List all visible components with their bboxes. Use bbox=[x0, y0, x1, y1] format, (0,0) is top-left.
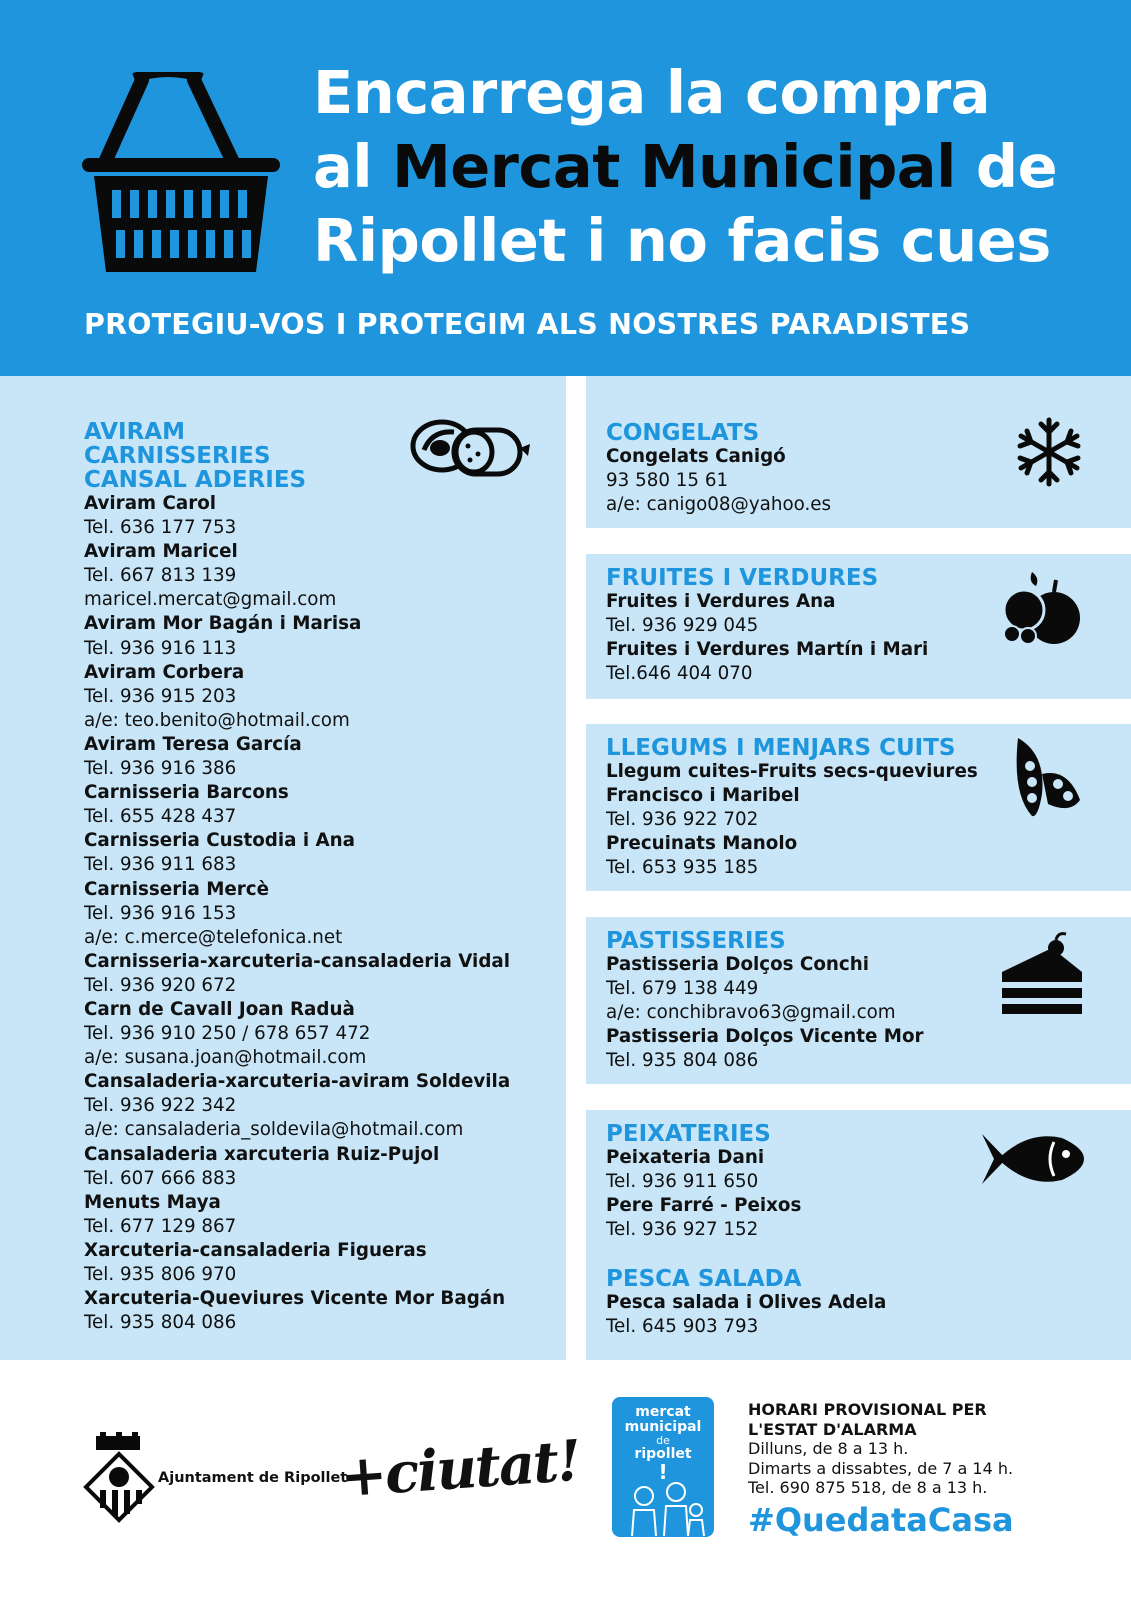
vendor-entry bbox=[84, 998, 510, 1070]
vendor-name: Cansaladeria xarcuteria Ruiz-Pujol bbox=[84, 1143, 440, 1165]
vendor-email: a/e: c.merce@telefonica.net bbox=[84, 926, 343, 948]
vendor-name: Fruites i Verdures Martín i Mari bbox=[606, 639, 929, 661]
vendor-list bbox=[606, 1146, 801, 1242]
vendor-entry bbox=[606, 832, 978, 880]
vendor-phone: Tel. 936 922 342 bbox=[84, 1095, 237, 1117]
vendor-phone: Tel. 935 806 970 bbox=[84, 1264, 237, 1285]
ciutat-logo: +ciutat! bbox=[337, 1427, 582, 1511]
vendor-phone: Tel. 936 916 153 bbox=[84, 902, 237, 924]
section-congelats bbox=[606, 421, 831, 517]
vendor-phone: Tel. 677 129 867 bbox=[84, 1215, 237, 1237]
vendor-name: Carnisseria Barcons bbox=[84, 782, 289, 804]
vendor-phone: Tel. 936 920 672 bbox=[84, 974, 237, 996]
vendor-phone: Tel. 935 804 086 bbox=[84, 1312, 237, 1334]
vendor-entry bbox=[84, 540, 510, 612]
vendor-name: Xarcuteria-cansaladeria Figueras bbox=[84, 1239, 427, 1261]
section-title: PEIXATERIES bbox=[606, 1121, 771, 1147]
section-title: FRUITES I VERDURES bbox=[606, 565, 879, 591]
vendor-email: a/e: canigo08@yahoo.es bbox=[606, 494, 832, 516]
vendor-entry bbox=[84, 1191, 510, 1239]
vendor-name: Llegum cuites-Fruits secs-queviures bbox=[606, 761, 978, 782]
schedule-block bbox=[748, 1400, 1013, 1498]
vendor-entry bbox=[606, 953, 924, 1025]
vendor-entry bbox=[606, 445, 831, 517]
mercat-logo-line: ! bbox=[658, 1460, 668, 1484]
vendor-phone: Tel. 936 910 250 / 678 657 472 bbox=[84, 1023, 371, 1045]
section-title-line: CARNISSERIES bbox=[84, 443, 271, 469]
vendor-entry bbox=[84, 661, 510, 733]
vendor-phone: Tel. 936 915 203 bbox=[84, 685, 237, 707]
vendor-entry bbox=[84, 950, 510, 998]
people-illustration-icon bbox=[620, 1482, 706, 1538]
vendor-entry bbox=[84, 492, 510, 540]
vendor-entry bbox=[84, 612, 510, 660]
vendor-phone: Tel. 936 916 386 bbox=[84, 758, 237, 780]
vendor-list bbox=[606, 590, 928, 686]
vendor-list bbox=[606, 445, 831, 517]
vendor-entry bbox=[606, 590, 928, 638]
section-title: PESCA SALADA bbox=[606, 1266, 802, 1292]
schedule-title: HORARI PROVISIONAL PER bbox=[748, 1400, 987, 1419]
vendor-entry bbox=[84, 1143, 510, 1191]
schedule-line: Tel. 690 875 518, de 8 a 13 h. bbox=[748, 1478, 988, 1497]
vendor-name: Pere Farré - Peixos bbox=[606, 1195, 802, 1217]
vendor-name: Carn de Cavall Joan Raduà bbox=[84, 998, 355, 1020]
vendor-entry bbox=[606, 760, 978, 784]
vendor-name: Aviram Teresa García bbox=[84, 733, 302, 755]
vendor-name: Xarcuteria-Queviures Vicente Mor Bagán bbox=[84, 1288, 506, 1310]
vendor-name: Congelats Canigó bbox=[606, 446, 786, 467]
fish-icon bbox=[980, 1128, 1086, 1190]
vendor-name: Pastisseria Dolços Conchi bbox=[606, 954, 870, 975]
shopping-basket-icon bbox=[82, 72, 282, 277]
section-title-line: CANSAL ADERIES bbox=[84, 467, 307, 493]
fruits-icon bbox=[996, 570, 1086, 650]
vendor-phone: Tel. 653 935 185 bbox=[606, 857, 759, 879]
vendor-phone: Tel. 936 922 702 bbox=[606, 809, 759, 831]
vendor-name: Aviram Corbera bbox=[84, 661, 245, 683]
vendor-name: Carnisseria Custodia i Ana bbox=[84, 830, 355, 852]
vendor-email: maricel.mercat@gmail.com bbox=[84, 589, 337, 611]
vendor-phone: Tel. 655 428 437 bbox=[84, 806, 237, 828]
vendor-entry bbox=[84, 829, 510, 877]
vendor-phone: Tel. 936 911 683 bbox=[84, 854, 237, 876]
vendor-entry bbox=[606, 1291, 886, 1339]
vendor-list bbox=[606, 1291, 886, 1339]
mercat-logo-line: de bbox=[656, 1434, 670, 1447]
vendor-phone: Tel. 607 666 883 bbox=[84, 1167, 237, 1189]
vendor-entry bbox=[606, 1146, 801, 1194]
vendor-entry bbox=[84, 733, 510, 781]
vendor-phone: Tel. 667 813 139 bbox=[84, 565, 237, 587]
vendor-phone: Tel. 636 177 753 bbox=[84, 517, 237, 539]
section-fruites bbox=[606, 566, 928, 686]
vendor-phone: Tel. 936 927 152 bbox=[606, 1219, 759, 1241]
section-pesca-salada bbox=[606, 1267, 886, 1339]
mercat-logo-line: ripollet bbox=[634, 1446, 692, 1462]
title-highlight: Mercat Municipal bbox=[392, 132, 956, 201]
sausage-meat-icon bbox=[410, 416, 534, 482]
vendor-name: Aviram Maricel bbox=[84, 541, 238, 563]
vendor-email: a/e: conchibravo63@gmail.com bbox=[606, 1002, 896, 1024]
section-title: PASTISSERIES bbox=[606, 928, 786, 954]
vendor-name: Carnisseria-xarcuteria-cansaladeria Vidal bbox=[84, 950, 511, 972]
ajuntament-label: Ajuntament de Ripollet bbox=[158, 1470, 348, 1486]
vendor-entry bbox=[84, 1070, 510, 1142]
page-subtitle: PROTEGIU-VOS I PROTEGIM ALS NOSTRES PARADISTES bbox=[84, 308, 971, 341]
vendor-phone: Tel. 936 916 113 bbox=[84, 637, 237, 659]
vendor-name: Precuinats Manolo bbox=[606, 833, 798, 855]
vendor-name: Fruites i Verdures Ana bbox=[606, 591, 836, 612]
snowflake-icon bbox=[1014, 416, 1084, 488]
vendor-name: Pesca salada i Olives Adela bbox=[606, 1292, 887, 1313]
mercat-logo-line: mercat bbox=[635, 1404, 691, 1420]
vendor-email: a/e: susana.joan@hotmail.com bbox=[84, 1047, 367, 1069]
hashtag: #QuedataCasa bbox=[748, 1501, 1014, 1539]
vendor-name: Carnisseria Mercè bbox=[84, 878, 270, 900]
section-pastisseries bbox=[606, 929, 924, 1073]
vendor-phone: 93 580 15 61 bbox=[606, 470, 729, 492]
vendor-phone: Tel. 936 911 650 bbox=[606, 1171, 759, 1193]
vendor-entry bbox=[606, 1194, 801, 1242]
vendor-name: Aviram Mor Bagán i Marisa bbox=[84, 613, 362, 635]
vendor-list bbox=[84, 492, 510, 1335]
section-llegums bbox=[606, 736, 978, 880]
vendor-name: Menuts Maya bbox=[84, 1191, 221, 1213]
schedule-line: Dimarts a dissabtes, de 7 a 14 h. bbox=[748, 1458, 1014, 1478]
title-line-2-prefix: al bbox=[313, 132, 393, 201]
vendor-name: Pastisseria Dolços Vicente Mor bbox=[606, 1026, 924, 1048]
cake-icon bbox=[1000, 932, 1086, 1018]
header-banner bbox=[0, 0, 1131, 376]
title-line-3: Ripollet i no facis cues bbox=[313, 206, 1051, 275]
section-title: CONGELATS bbox=[606, 420, 760, 446]
vendor-entry bbox=[84, 878, 510, 950]
title-line-2-suffix: de bbox=[955, 132, 1058, 201]
page-title bbox=[313, 56, 1103, 278]
section-title: LLEGUMS I MENJARS CUITS bbox=[606, 735, 956, 761]
vendor-phone: Tel. 936 929 045 bbox=[606, 615, 759, 637]
vendor-phone: Tel. 935 804 086 bbox=[606, 1050, 759, 1072]
vendor-list bbox=[606, 953, 924, 1073]
section-peixateries bbox=[606, 1122, 801, 1242]
vendor-email: a/e: cansaladeria_soldevila@hotmail.com bbox=[84, 1119, 464, 1141]
mercat-logo-line: municipal bbox=[624, 1419, 702, 1435]
meat-poultry-section bbox=[84, 420, 510, 1335]
vendor-name: Francisco i Maribel bbox=[606, 785, 800, 807]
section-title-line: AVIRAM bbox=[84, 419, 185, 445]
vendor-entry bbox=[606, 1025, 924, 1073]
vendor-phone: Tel. 645 903 793 bbox=[606, 1316, 759, 1338]
ajuntament-coat-of-arms-icon bbox=[82, 1432, 156, 1524]
schedule-title: L'ESTAT D'ALARMA bbox=[748, 1419, 917, 1439]
mercat-logo bbox=[612, 1397, 714, 1537]
schedule-line: Dilluns, de 8 a 13 h. bbox=[748, 1439, 909, 1458]
vendor-name: Peixateria Dani bbox=[606, 1147, 765, 1168]
vendor-phone: Tel.646 404 070 bbox=[606, 663, 753, 685]
vendor-entry bbox=[84, 1287, 510, 1335]
vendor-entry bbox=[84, 1239, 510, 1287]
peas-icon bbox=[1008, 734, 1084, 820]
vendor-entry bbox=[84, 781, 510, 829]
vendor-list bbox=[606, 760, 978, 880]
vendor-name: Cansaladeria-xarcuteria-aviram Soldevila bbox=[84, 1071, 511, 1093]
vendor-entry bbox=[606, 784, 978, 832]
vendor-phone: Tel. 679 138 449 bbox=[606, 978, 759, 1000]
title-line-1: Encarrega la compra bbox=[313, 58, 991, 127]
vendor-name: Aviram Carol bbox=[84, 493, 217, 514]
vendor-entry bbox=[606, 638, 928, 686]
vendor-email: a/e: teo.benito@hotmail.com bbox=[84, 709, 350, 731]
